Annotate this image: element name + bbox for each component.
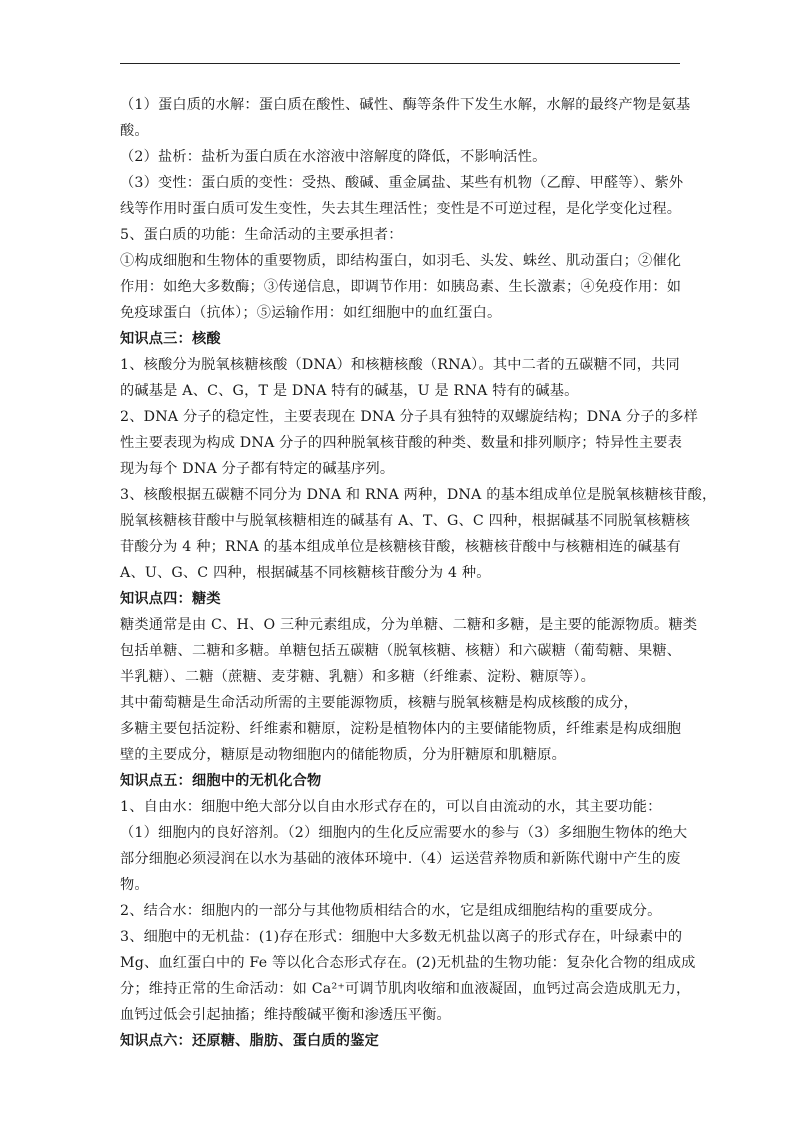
heading-text: 知识点四：糖类 xyxy=(120,591,221,607)
text-line: 多糖主要包括淀粉、纤维素和糖原，淀粉是植物体内的主要储能物质，纤维素是构成细胞 xyxy=(120,721,682,737)
text-line: 线等作用时蛋白质可发生变性，失去其生理活性；变性是不可逆过程，是化学变化过程。 xyxy=(120,201,682,217)
text-line: 分；维持正常的生命活动：如 Ca²⁺可调节肌肉收缩和血液凝固，血钙过高会造成肌无力， xyxy=(120,981,691,997)
text-line: （1）蛋白质的水解：蛋白质在酸性、碱性、酶等条件下发生水解，水解的最终产物是氨基 xyxy=(120,97,691,113)
text-line: 1、核酸分为脱氧核糖核酸（DNA）和核糖核酸（RNA）。其中二者的五碳糖不同，共同 xyxy=(120,357,680,373)
paragraph xyxy=(120,222,682,248)
section-heading xyxy=(120,586,682,612)
paragraph xyxy=(120,716,682,768)
heading-text: 知识点五：细胞中的无机化合物 xyxy=(120,773,322,789)
text-line: 现为每个 DNA 分子都有特定的碱基序列。 xyxy=(120,461,395,477)
paragraph xyxy=(120,352,682,404)
text-line: 酸。 xyxy=(120,123,149,139)
paragraph xyxy=(120,92,691,144)
text-line: 作用：如绝大多数酶；③传递信息，即调节作用：如胰岛素、生长激素；④免疫作用：如 xyxy=(120,279,682,295)
text-line: 1、自由水：细胞中绝大部分以自由水形式存在的，可以自由流动的水，其主要功能： xyxy=(120,799,662,815)
text-line: 2、DNA 分子的稳定性，主要表现在 DNA 分子具有独特的双螺旋结构；DNA 分子的多样 xyxy=(120,409,698,425)
paragraph xyxy=(120,144,682,170)
text-line: 脱氧核糖核苷酸中与脱氧核糖相连的碱基有 A、T、G、C 四种，根据碱基不同脱氧核糖核 xyxy=(120,513,691,529)
text-line: 物。 xyxy=(120,877,149,893)
paragraph xyxy=(120,794,682,820)
section-heading xyxy=(120,1028,682,1054)
paragraph xyxy=(120,924,696,1028)
section-heading xyxy=(120,326,682,352)
text-line: 其中葡萄糖是生命活动所需的主要能源物质，核糖与脱氧核糖是构成核酸的成分， xyxy=(120,695,638,711)
text-line: 半乳糖）、二糖（蔗糖、麦芽糖、乳糖）和多糖（纤维素、淀粉、糖原等）。 xyxy=(120,669,595,685)
text-line: 3、核酸根据五碳糖不同分为 DNA 和 RNA 两种，DNA 的基本组成单位是脱氧核糖核苷酸， xyxy=(120,487,717,503)
text-line: 血钙过低会引起抽搐；维持酸碱平衡和渗透压平衡。 xyxy=(120,1007,451,1023)
document-body xyxy=(120,92,717,1054)
paragraph xyxy=(120,404,698,482)
text-line: A、U、G、C 四种，根据碱基不同核糖核苷酸分为 4 种。 xyxy=(120,565,491,581)
text-line: 苷酸分为 4 种；RNA 的基本组成单位是核糖核苷酸，核糖核苷酸中与核糖相连的碱基有 xyxy=(120,539,681,555)
text-line: 免疫球蛋白（抗体）；⑤运输作用：如红细胞中的血红蛋白。 xyxy=(120,305,502,321)
text-line: （2）盐析：盐析为蛋白质在水溶液中溶解度的降低，不影响活性。 xyxy=(120,149,547,165)
text-line: （1）细胞内的良好溶剂。（2）细胞内的生化反应需要水的参与（3）多细胞生物体的绝大 xyxy=(120,825,688,841)
paragraph xyxy=(120,612,698,690)
section-heading xyxy=(120,768,682,794)
text-line: ①构成细胞和生物体的重要物质，即结构蛋白，如羽毛、头发、蛛丝、肌动蛋白；②催化 xyxy=(120,253,682,269)
text-line: 3、细胞中的无机盐：(1)存在形式：细胞中大多数无机盐以离子的形式存在，叶绿素中的 xyxy=(120,929,683,945)
text-line: 包括单糖、二糖和多糖。单糖包括五碳糖（脱氧核糖、核糖）和六碳糖（葡萄糖、果糖、 xyxy=(120,643,682,659)
text-line: 5、蛋白质的功能：生命活动的主要承担者： xyxy=(120,227,403,243)
paragraph xyxy=(120,690,682,716)
header-rule xyxy=(120,63,680,64)
heading-text: 知识点三：核酸 xyxy=(120,331,221,347)
paragraph xyxy=(120,482,717,586)
text-line: Mg、血红蛋白中的 Fe 等以化合态形式存在。(2)无机盐的生物功能：复杂化合物的组成成 xyxy=(120,955,696,971)
text-line: 的碱基是 A、C、G，T 是 DNA 特有的碱基，U 是 RNA 特有的碱基。 xyxy=(120,383,579,399)
paragraph xyxy=(120,170,682,222)
text-line: 壁的主要成分，糖原是动物细胞内的储能物质，分为肝糖原和肌糖原。 xyxy=(120,747,567,763)
text-line: 部分细胞必须浸润在以水为基础的液体环境中.（4）运送营养物质和新陈代谢中产生的废 xyxy=(120,851,681,867)
paragraph xyxy=(120,248,682,326)
text-line: 性主要表现为构成 DNA 分子的四种脱氧核苷酸的种类、数量和排列顺序；特异性主要表 xyxy=(120,435,683,451)
paragraph xyxy=(120,820,688,898)
text-line: （3）变性：蛋白质的变性：受热、酸碱、重金属盐、某些有机物（乙醇、甲醛等）、紫外 xyxy=(120,175,684,191)
text-line: 2、结合水：细胞内的一部分与其他物质相结合的水，它是组成细胞结构的重要成分。 xyxy=(120,903,662,919)
heading-text: 知识点六：还原糖、脂肪、蛋白质的鉴定 xyxy=(120,1033,379,1049)
paragraph xyxy=(120,898,682,924)
text-line: 糖类通常是由 C、H、O 三种元素组成，分为单糖、二糖和多糖，是主要的能源物质。糖类 xyxy=(120,617,698,633)
